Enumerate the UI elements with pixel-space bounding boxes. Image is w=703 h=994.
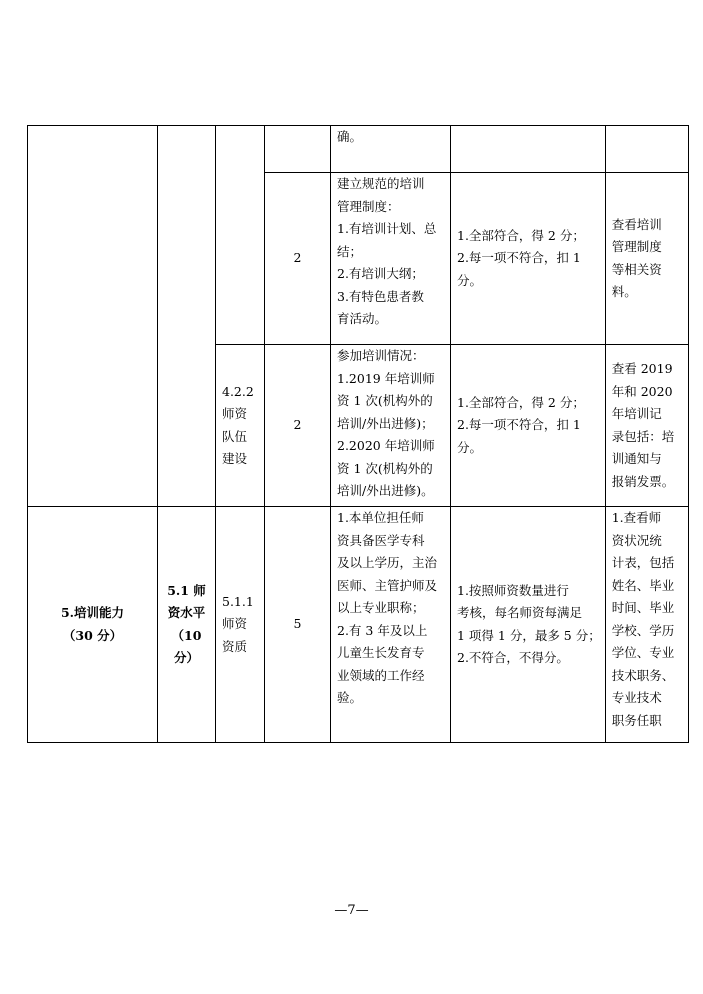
evidence-line: 姓名、毕业 — [611, 577, 675, 593]
content-line: 参加培训情况： — [337, 348, 425, 363]
subcategory-line: 分） — [173, 650, 199, 665]
content-line: 资 1 次(机构外的 — [337, 460, 433, 476]
method-cell — [451, 173, 606, 345]
subcategory-cell — [158, 507, 216, 743]
item-line: 4.2.2 — [222, 383, 254, 399]
content-line: 医师、主管护师及 — [337, 577, 438, 593]
item-cell — [216, 345, 265, 507]
content-line: 管理制度： — [337, 198, 400, 214]
subcategory-line: （10 — [171, 627, 202, 643]
evidence-line: 技术职务、 — [611, 667, 675, 683]
evidence-line: 等相关资 — [611, 261, 662, 277]
evidence-line: 学位、专业 — [611, 645, 675, 660]
item-line: 队伍 — [222, 428, 248, 444]
evidence-line: 料。 — [611, 284, 637, 299]
method-line: 1 项得 1 分，最多 5 分； — [457, 627, 601, 643]
content-line: 确。 — [337, 129, 363, 144]
category-line: （30 分） — [62, 627, 123, 643]
evidence-line: 训通知与 — [611, 451, 662, 466]
category-line: 5.培训能力 — [60, 605, 125, 620]
evidence-line: 职务任职 — [611, 712, 662, 728]
content-line: 育活动。 — [337, 311, 388, 326]
content-line: 资 1 次(机构外的 — [337, 393, 433, 408]
subcategory-cell-empty — [158, 126, 216, 507]
content-line: 业领域的工作经 — [337, 667, 425, 683]
content-line: 及以上学历，主治 — [337, 555, 438, 570]
method-cell — [451, 507, 606, 743]
item-line: 建设 — [222, 451, 248, 466]
content-cell — [331, 126, 451, 173]
method-line: 2.不符合，不得分。 — [457, 650, 569, 665]
content-line: 资具备医学专科 — [337, 532, 425, 548]
item-line: 师资 — [222, 406, 248, 421]
evidence-line: 1.查看师 — [611, 510, 662, 525]
evidence-line: 年培训记 — [611, 406, 662, 421]
item-line: 资质 — [222, 638, 248, 654]
score-cell: 5 — [265, 507, 331, 743]
subcategory-line: 资水平 — [167, 605, 206, 620]
content-cell — [331, 173, 451, 345]
evidence-line: 年和 2020 — [611, 383, 673, 399]
content-line: 2.有 3 年及以上 — [337, 622, 428, 638]
content-line: 1.有培训计划、总 — [337, 221, 437, 236]
method-cell — [451, 345, 606, 507]
content-line: 3.有特色患者教 — [337, 288, 424, 304]
score-cell: 2 — [265, 173, 331, 345]
evidence-line: 资状况统 — [611, 532, 662, 548]
method-line: 1.全部符合，得 2 分； — [457, 227, 585, 243]
evidence-line: 报销发票。 — [611, 473, 675, 489]
subcategory-line: 5.1 师 — [167, 582, 206, 598]
category-cell — [28, 507, 158, 743]
method-line: 分。 — [457, 439, 483, 455]
evidence-line: 查看 2019 — [611, 361, 673, 376]
content-line: 验。 — [337, 690, 363, 705]
content-cell — [331, 507, 451, 743]
method-line: 1.按照师资数量进行 — [457, 582, 569, 598]
item-cell-empty — [216, 126, 265, 345]
method-line: 分。 — [457, 272, 483, 288]
evidence-line: 查看培训 — [611, 216, 662, 232]
item-line: 师资 — [222, 616, 248, 632]
page-number: —7— — [334, 903, 369, 918]
content-line: 培训/外出进修)； — [337, 415, 434, 431]
content-line: 1.2019 年培训师 — [337, 370, 435, 386]
evidence-cell — [605, 173, 688, 345]
evidence-cell — [605, 345, 688, 507]
content-line: 2.有培训大纲； — [337, 266, 424, 281]
content-line: 2.2020 年培训师 — [337, 438, 435, 453]
evidence-line: 管理制度 — [611, 239, 662, 254]
content-line: 结； — [337, 243, 363, 259]
category-cell-empty — [28, 126, 158, 507]
score-cell-empty — [265, 126, 331, 173]
method-line: 2.每一项不符合，扣 1 — [457, 417, 581, 433]
evidence-cell-empty — [605, 126, 688, 173]
evidence-line: 录包括：培 — [611, 428, 675, 444]
item-cell — [216, 507, 265, 743]
content-line: 儿童生长发育专 — [337, 645, 425, 660]
content-line: 建立规范的培训 — [337, 176, 425, 191]
content-cell — [331, 345, 451, 507]
method-cell-empty — [451, 126, 606, 173]
item-line: 5.1.1 — [222, 593, 254, 609]
content-line: 1.本单位担任师 — [337, 510, 424, 525]
method-line: 2.每一项不符合，扣 1 — [457, 250, 581, 266]
evidence-line: 时间、毕业 — [611, 600, 675, 615]
content-line: 以上专业职称； — [337, 600, 425, 615]
content-line: 培训/外出进修)。 — [337, 483, 434, 498]
method-line: 考核，每名师资每满足 — [457, 605, 583, 620]
evaluation-table — [27, 125, 689, 743]
table-row — [28, 507, 689, 743]
evidence-cell — [605, 507, 688, 743]
evidence-line: 学校、学历 — [611, 622, 675, 638]
evidence-line: 专业技术 — [611, 690, 662, 705]
score-cell: 2 — [265, 345, 331, 507]
evidence-line: 计表，包括 — [611, 555, 675, 570]
table-row — [28, 126, 689, 173]
method-line: 1.全部符合，得 2 分； — [457, 394, 585, 410]
